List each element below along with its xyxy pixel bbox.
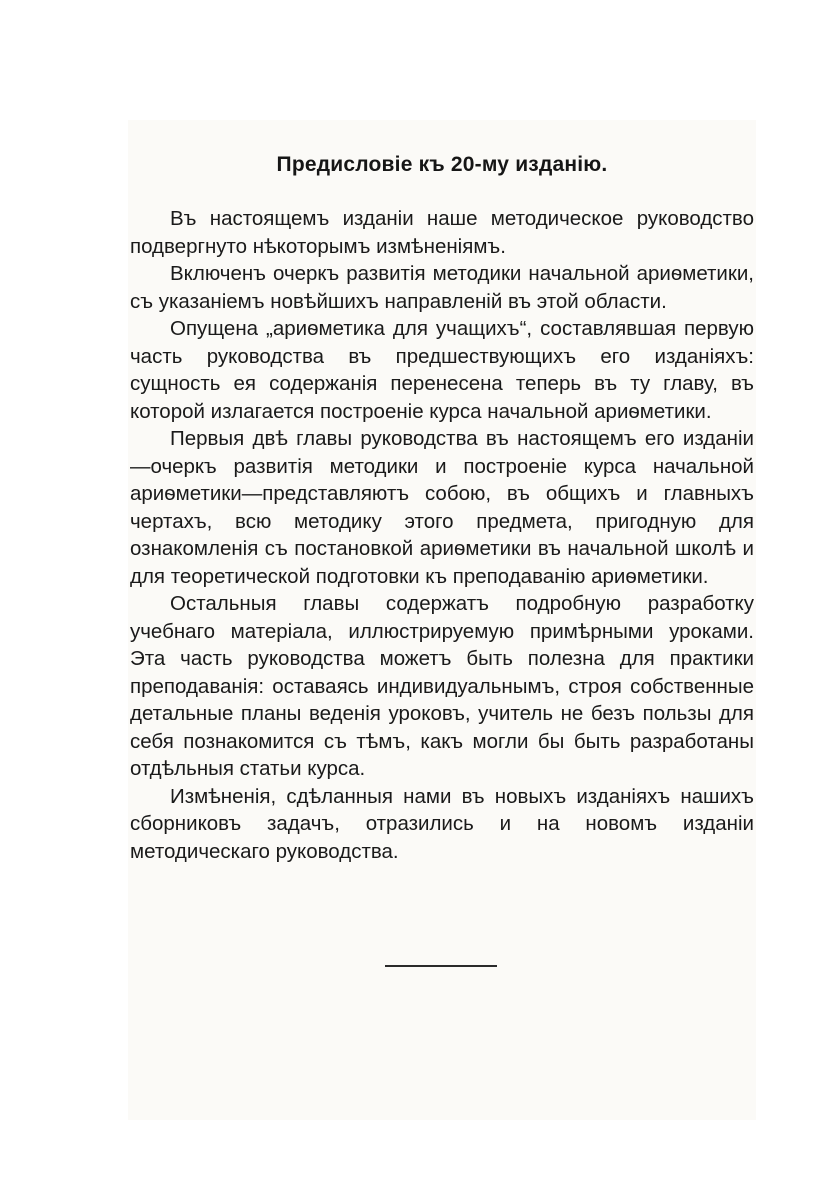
paragraph-1: Въ настоящемъ изданіи наше методическое руководство подвергнуто нѣкоторымъ измѣненіямъ. bbox=[130, 207, 754, 258]
paragraph-5: Остальныя главы содержатъ подробную разработку учебнаго матеріала, иллюстрируемую примѣрными уроками. Эта часть руководства можетъ быть полезна для практики преподаванія: оставаясь индивидуальнымъ, строя собственные детальные планы веденія уроковъ, учитель не безъ пользы для себя познакомится съ тѣмъ, какъ могли бы быть разработаны отдѣльныя статьи курса. bbox=[130, 592, 754, 780]
paragraph-4: Первыя двѣ главы руководства въ настоящемъ его изданіи—очеркъ развитія методики и построеніе курса начальной ариѳметики—представляютъ собою, въ общихъ и главныхъ чертахъ, всю методику этого предмета, пригодную для ознакомленія съ постановкой ариѳметики въ начальной школѣ и для теоретической подготовки къ преподаванію ариѳметики. bbox=[130, 427, 754, 588]
section-end-rule bbox=[385, 965, 497, 967]
page-title: Предисловіе къ 20-му изданію. bbox=[276, 153, 608, 176]
paragraph-3: Опущена „ариѳметика для учащихъ“, составлявшая первую часть руководства въ предшествующихъ его изданіяхъ: сущность ея содержанія перенесена теперь въ ту главу, въ которой излагается построеніе курса начальной ариѳметики. bbox=[130, 317, 754, 423]
paragraph-6: Измѣненія, сдѣланныя нами въ новыхъ изданіяхъ нашихъ сборниковъ задачъ, отразились и на новомъ изданіи методическаго руководства. bbox=[130, 784, 754, 863]
paragraph-2: Включенъ очеркъ развитія методики начальной ариѳметики, съ указаніемъ новѣйшихъ направленій въ этой области. bbox=[130, 262, 754, 313]
preface-body bbox=[130, 205, 754, 865]
